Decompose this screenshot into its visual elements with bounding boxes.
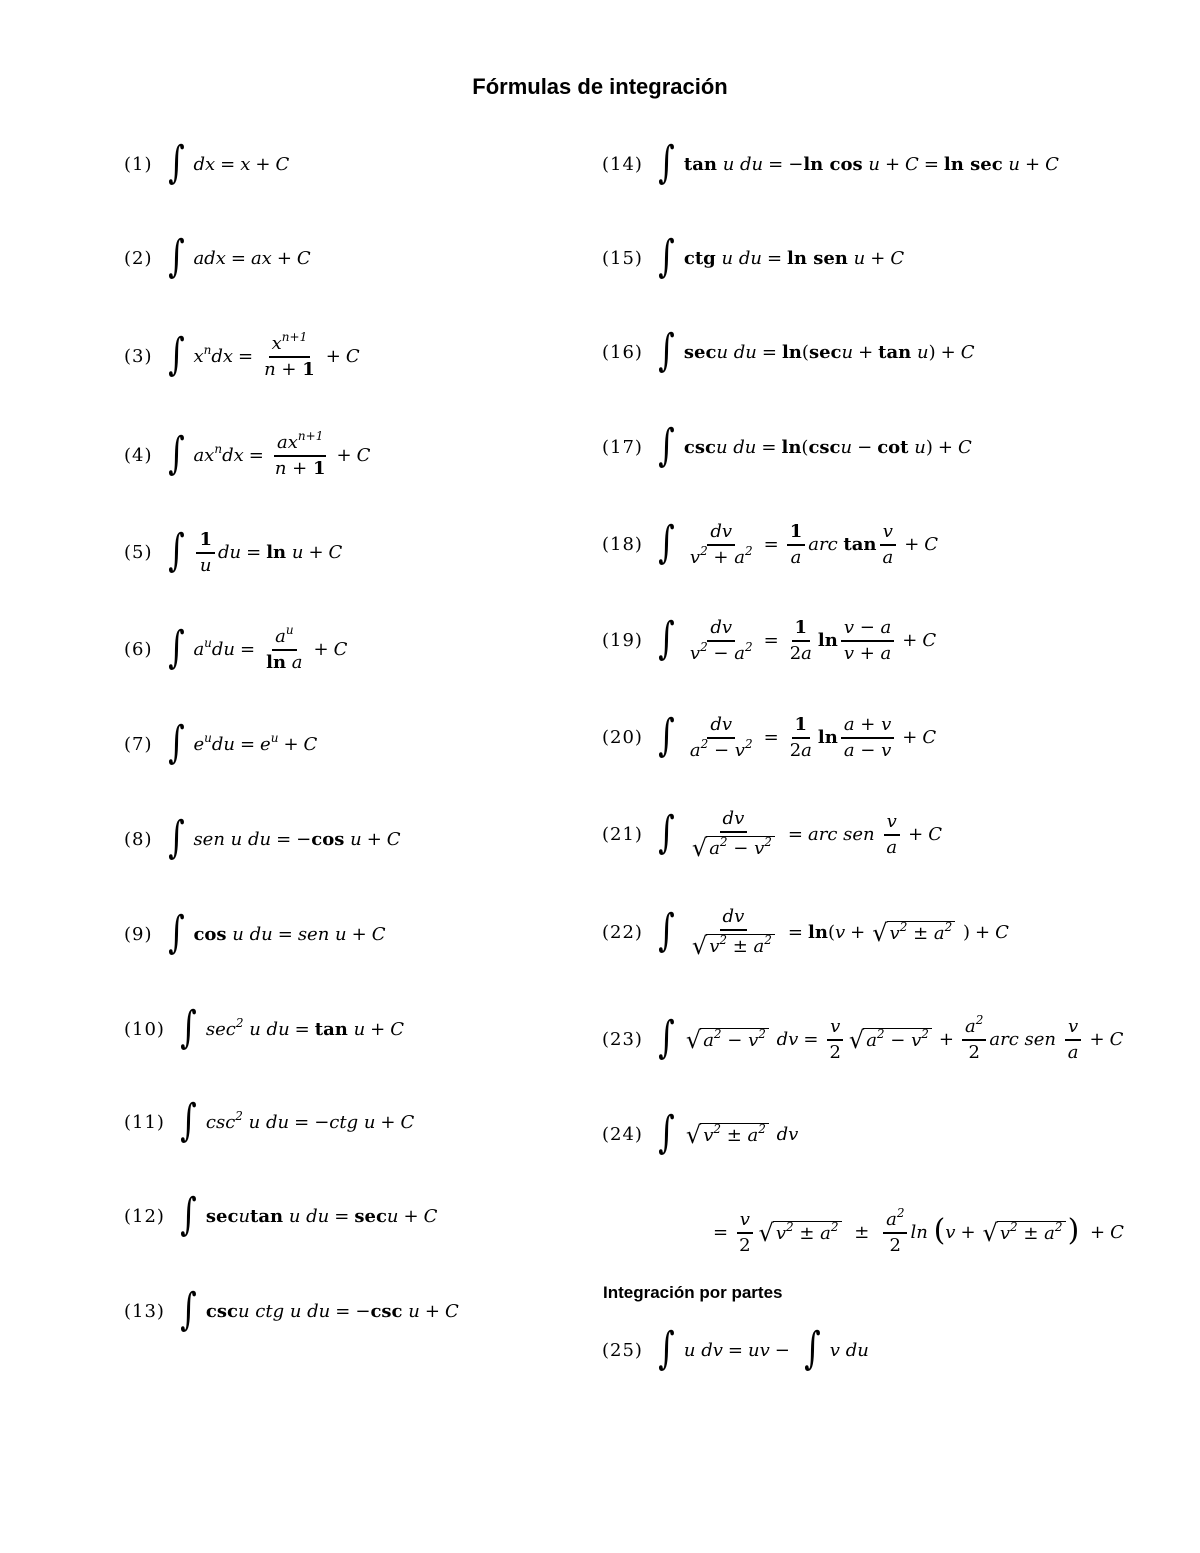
formula-number: (17) — [602, 437, 643, 458]
integral-sign: ∫ — [658, 807, 675, 858]
formula-12: (12) ∫ sec u tan u du = sec u + C — [124, 1189, 438, 1240]
formula-24-result: = $\frac{v}{2}$ √ $v^2 \pm a^2$ ± $\frac{a^2}{2}$ ln ( v + √ $v^2 \pm a^2$ ) + C — [713, 1206, 1124, 1256]
integral-sign: ∫ — [658, 517, 675, 568]
formula-number: (13) — [124, 1301, 165, 1322]
section-heading-parts: Integración por partes — [603, 1283, 783, 1302]
formula-21: (21) ∫ dv √ $a^2 - v^2$ = arc sen $\frac{v}{a}$ + C — [602, 807, 942, 862]
formula-7: (7) ∫ $e^udu$ = $e^u$ + C — [124, 717, 318, 768]
formula-10: (10) ∫ $\sec^2 u$ du = tan u + C — [124, 1002, 405, 1053]
integral-sign: ∫ — [167, 622, 185, 673]
integral-sign: ∫ — [180, 1002, 197, 1053]
integral-sign: ∫ — [658, 231, 675, 282]
integral-sign: ∫ — [658, 1107, 675, 1158]
formula-6: (6) ∫ $a^udu$ = $\frac{a^u}{\text{ln a}}$ + C — [124, 622, 348, 673]
formula-22: (22) ∫ dv √ $v^2 \pm a^2$ = ln ( v + √ $v^2 \pm a^2$ ) + C — [602, 905, 1009, 960]
formula-5: (5) ∫ $\frac{1}{u}$ du = ln u + C — [124, 525, 343, 576]
formula-24: (24) ∫ √ $v^2 \pm a^2$ dv — [602, 1107, 799, 1158]
formula-number: (23) — [602, 1029, 643, 1050]
formula-16: (16) ∫ sec u du = ln ( sec u + tan u ) + C — [602, 325, 975, 376]
formula-number: (16) — [602, 342, 643, 363]
formula-number: (20) — [602, 727, 643, 748]
integral-sign: ∫ — [658, 1012, 675, 1063]
formula-number: (2) — [124, 248, 153, 269]
formula-25: (25) ∫ u dv = uv − ∫ v du — [602, 1323, 869, 1374]
integral-sign: ∫ — [167, 329, 185, 380]
formula-number: (24) — [602, 1124, 643, 1145]
formula-23: (23) ∫ √ $a^2 - v^2$ dv = $\frac{v}{2}$ √ $a^2 - v^2$ + $\frac{a^2}{2}$ arc sen $\frac{v}{a}$ + C — [602, 1012, 1124, 1063]
formula-number: (19) — [602, 630, 643, 651]
integral-sign: ∫ — [180, 1284, 197, 1335]
formula-15: (15) ∫ ctg u du = ln sen u + C — [602, 231, 905, 282]
integral-sign: ∫ — [804, 1323, 821, 1374]
formula-number: (11) — [124, 1112, 165, 1133]
integral-sign: ∫ — [180, 1095, 197, 1146]
formula-3: (3) ∫ $x^ndx$ = $\frac{x^{n+1}}{n + 1}$ + C — [124, 329, 360, 380]
formula-number: (7) — [124, 734, 153, 755]
formula-18: (18) ∫ $\frac{dv}{v^2 + a^2}$ = $\frac{1}{a}$ arc tan $\frac{v}{a}$ + C — [602, 517, 939, 568]
integral-sign: ∫ — [658, 710, 675, 761]
formula-14: (14) ∫ tan u du = − ln cos u + C = ln sec u + C — [602, 137, 1059, 188]
integral-sign: ∫ — [658, 905, 675, 956]
formula-17: (17) ∫ csc u du = ln ( csc u − cot u ) + C — [602, 420, 972, 471]
integral-sign: ∫ — [167, 717, 185, 768]
integral-sign: ∫ — [167, 812, 185, 863]
formula-4: (4) ∫ $ax^ndx$ = $\frac{ax^{n+1}}{n + 1}$ + C — [124, 428, 371, 479]
formula-number: (10) — [124, 1019, 165, 1040]
integral-sign: ∫ — [658, 613, 675, 664]
formula-11: (11) ∫ $\csc^2 u$ du = −ctg u + C — [124, 1095, 415, 1146]
integral-sign: ∫ — [658, 325, 675, 376]
page-title: Fórmulas de integración — [472, 74, 728, 99]
integral-sign: ∫ — [167, 137, 185, 188]
formula-number: (9) — [124, 924, 153, 945]
formula-number: (18) — [602, 534, 643, 555]
integral-sign: ∫ — [180, 1189, 197, 1240]
formula-number: (12) — [124, 1206, 165, 1227]
formula-number: (1) — [124, 154, 153, 175]
formula-13: (13) ∫ csc u ctg u du = − csc u + C — [124, 1284, 459, 1335]
formula-number: (8) — [124, 829, 153, 850]
integral-sign: ∫ — [167, 231, 185, 282]
formula-number: (22) — [602, 922, 643, 943]
formula-number: (14) — [602, 154, 643, 175]
formula-number: (21) — [602, 824, 643, 845]
formula-2: (2) ∫ adx = ax + C — [124, 231, 311, 282]
integral-sign: ∫ — [658, 1323, 675, 1374]
integral-sign: ∫ — [658, 137, 675, 188]
formula-number: (5) — [124, 542, 153, 563]
integral-sign: ∫ — [658, 420, 675, 471]
formula-19: (19) ∫ $\frac{dv}{v^2 - a^2}$ = $\frac{1}{2a}$ ln $\frac{v - a}{v + a}$ + C — [602, 613, 937, 664]
formula-20: (20) ∫ $\frac{dv}{a^2 - v^2}$ = $\frac{1}{2a}$ ln $\frac{a + v}{a - v}$ + C — [602, 710, 937, 761]
formula-number: (15) — [602, 248, 643, 269]
formula-number: (4) — [124, 445, 153, 466]
formula-number: (25) — [602, 1340, 643, 1361]
integral-sign: ∫ — [167, 428, 185, 479]
integral-sign: ∫ — [167, 525, 185, 576]
formula-9: (9) ∫ cos u du = sen u + C — [124, 907, 386, 958]
formula-number: (3) — [124, 346, 153, 367]
formula-number: (6) — [124, 639, 153, 660]
formula-1: (1) ∫ dx = x + C — [124, 137, 290, 188]
integral-sign: ∫ — [167, 907, 185, 958]
formula-8: (8) ∫ sen u du = − cos u + C — [124, 812, 401, 863]
